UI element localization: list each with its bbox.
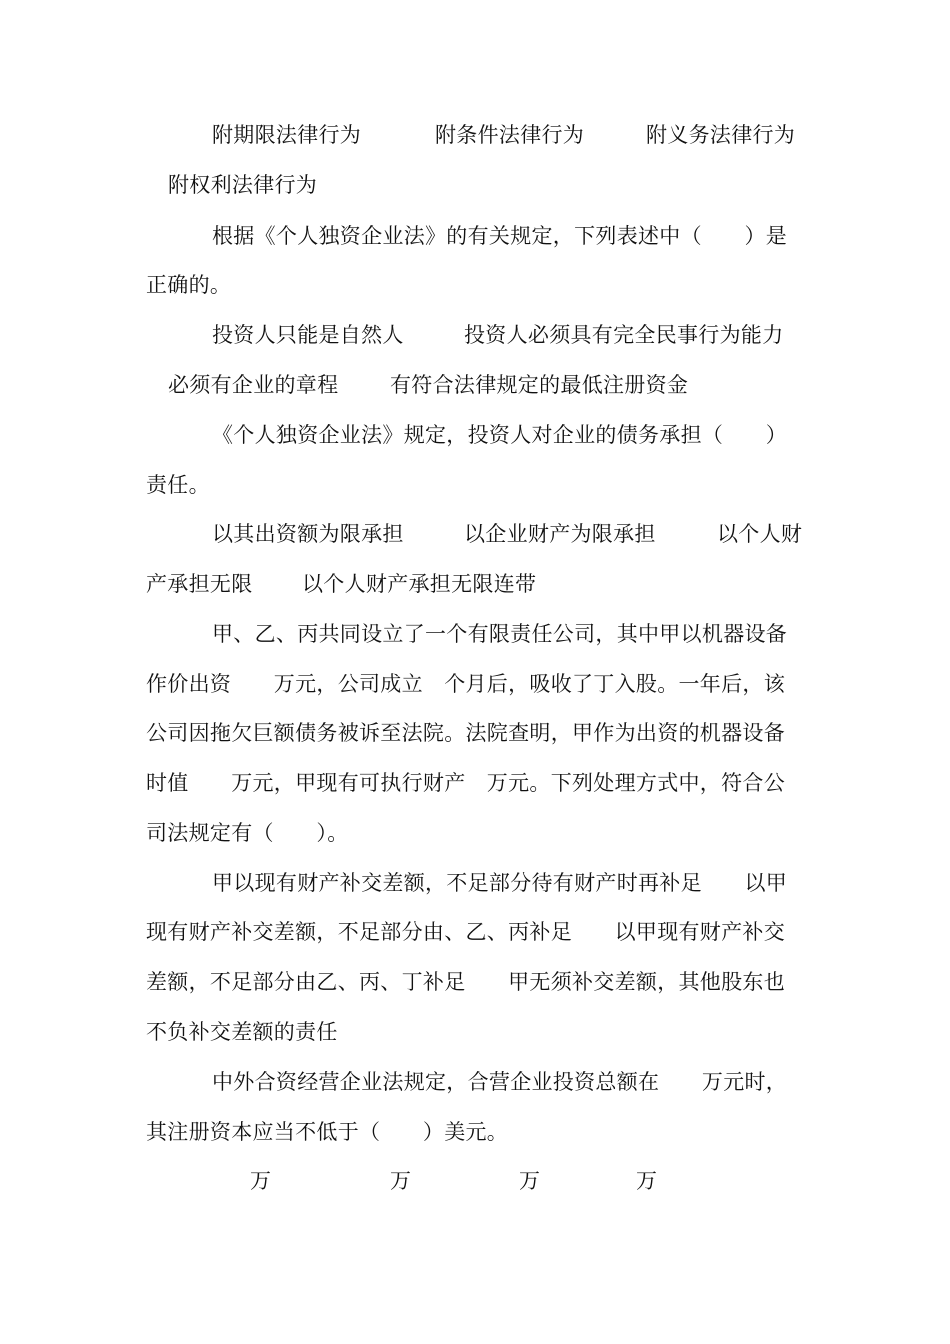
q2-option-a: 投资人只能是自然人 bbox=[212, 323, 404, 347]
q4-stem-line4: 时值 万元，甲现有可执行财产 万元。下列处理方式中，符合公 bbox=[146, 771, 785, 795]
q2-option-b: 投资人必须具有完全民事行为能力 bbox=[464, 323, 784, 347]
q2-option-c: 必须有企业的章程 bbox=[168, 373, 339, 397]
q4-options-line4: 不负补交差额的责任 bbox=[146, 1020, 338, 1044]
q5-option-a: 万 bbox=[250, 1169, 272, 1193]
q1-option-c: 附义务法律行为 bbox=[646, 123, 796, 147]
q4-stem-line1: 甲、乙、丙共同设立了一个有限责任公司，其中甲以机器设备 bbox=[212, 622, 788, 646]
q4-stem-line2: 作价出资 万元，公司成立 个月后，吸收了丁入股。一年后，该 bbox=[146, 672, 785, 696]
q5-option-b: 万 bbox=[390, 1169, 412, 1193]
q3-stem-line1: 《个人独资企业法》规定，投资人对企业的债务承担（ ） bbox=[212, 423, 788, 447]
q3-option-c-part2: 产承担无限 bbox=[146, 572, 253, 596]
q5-option-d: 万 bbox=[636, 1169, 658, 1193]
q2-stem-line1: 根据《个人独资企业法》的有关规定，下列表述中（ ）是 bbox=[212, 224, 788, 248]
q3-option-c-part1: 以个人财 bbox=[717, 522, 803, 546]
q3-stem-line2: 责任。 bbox=[146, 473, 210, 497]
q4-stem-line3: 公司因拖欠巨额债务被诉至法院。法院查明，甲作为出资的机器设备 bbox=[146, 721, 785, 745]
q5-stem-line1: 中外合资经营企业法规定，合营企业投资总额在 万元时， bbox=[212, 1070, 788, 1094]
q3-option-d: 以个人财产承担无限连带 bbox=[302, 572, 537, 596]
q4-options-line1: 甲以现有财产补交差额，不足部分待有财产时再补足 以甲 bbox=[212, 871, 788, 895]
q3-option-b: 以企业财产为限承担 bbox=[464, 522, 656, 546]
q1-option-b: 附条件法律行为 bbox=[435, 123, 585, 147]
q3-option-a: 以其出资额为限承担 bbox=[212, 522, 404, 546]
q4-options-line2: 现有财产补交差额，不足部分由、乙、丙补足 以甲现有财产补交 bbox=[146, 920, 785, 944]
q4-stem-line5: 司法规定有（ ）。 bbox=[146, 821, 349, 845]
q5-stem-line2: 其注册资本应当不低于（ ）美元。 bbox=[146, 1120, 509, 1144]
q4-options-line3: 差额，不足部分由乙、丙、丁补足 甲无须补交差额，其他股东也 bbox=[146, 970, 785, 994]
q2-option-d: 有符合法律规定的最低注册资金 bbox=[390, 373, 689, 397]
q1-option-d: 附权利法律行为 bbox=[168, 173, 318, 197]
q5-option-c: 万 bbox=[519, 1169, 541, 1193]
q2-stem-line2: 正确的。 bbox=[146, 273, 232, 297]
q1-option-a: 附期限法律行为 bbox=[212, 123, 362, 147]
